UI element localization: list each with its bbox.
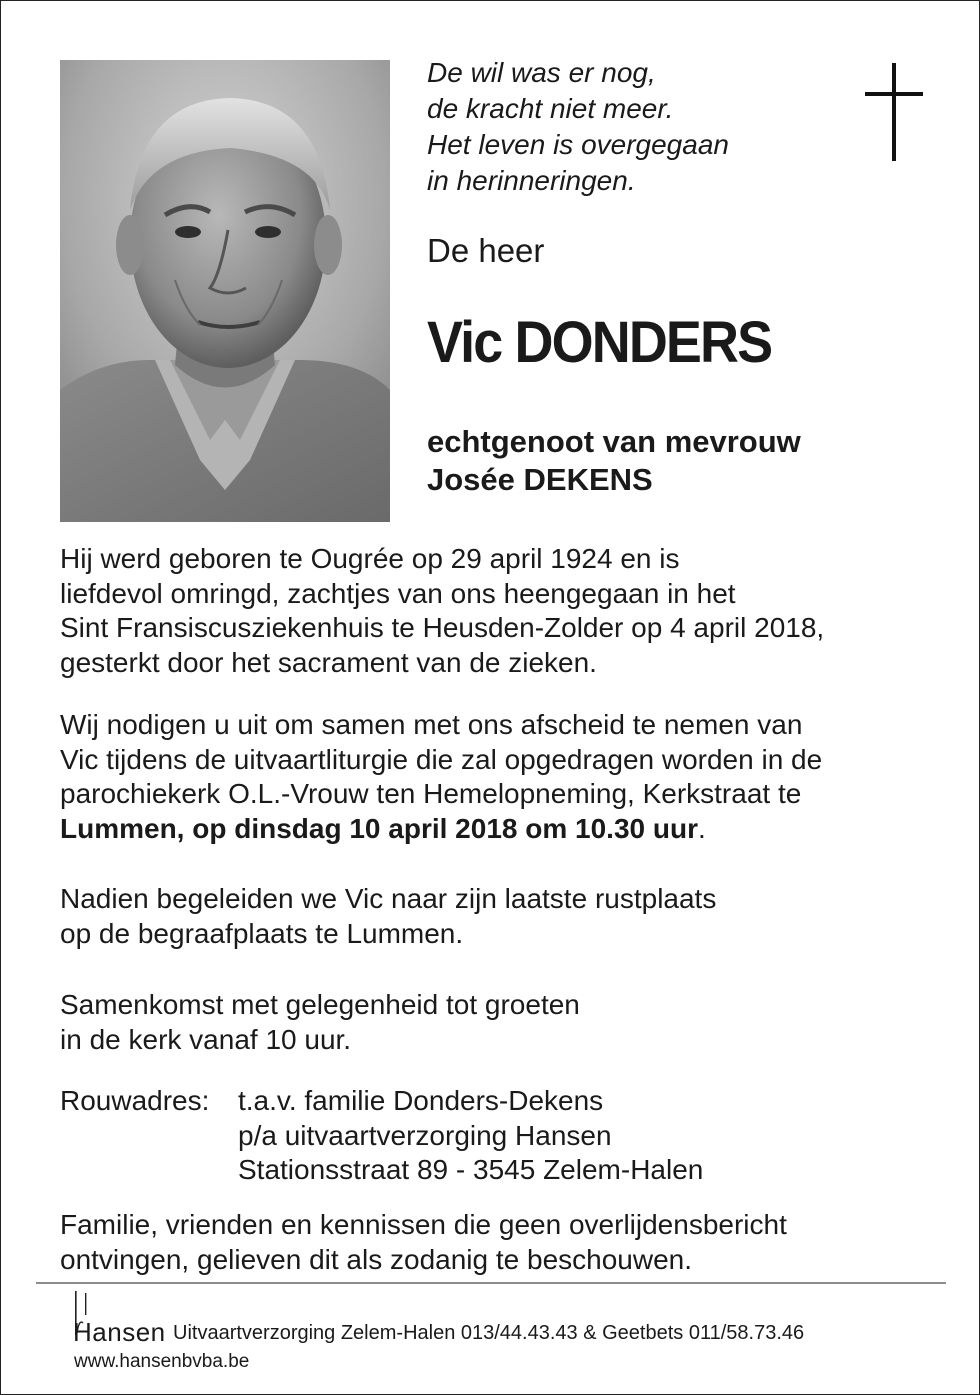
text-line: Vic tijdens de uitvaartliturgie die zal opgedragen worden in de [60, 743, 823, 775]
funeral-home-info: Uitvaartverzorging Zelem-Halen 013/44.43.43 & Geetbets 011/58.73.46 [173, 1322, 805, 1344]
text-line: Samenkomst met gelegenheid tot groeten [60, 989, 580, 1020]
deceased-name: Vic DONDERS [427, 310, 772, 375]
address-row [60, 1084, 703, 1119]
poem-line: De wil was er nog, [427, 57, 656, 88]
period: . [697, 812, 706, 844]
text-line: Familie, vrienden en kennissen die geen overlijdensbericht [60, 1209, 787, 1240]
text-line [60, 812, 822, 847]
text-line: Wij nodigen u uit om samen met ons afscheid te nemen van [60, 709, 803, 740]
spouse-line: echtgenoot van mevrouw [427, 424, 801, 459]
address-line: p/a uitvaartverzorging Hansen [238, 1119, 612, 1151]
text-line: parochiekerk O.L.-Vrouw ten Hemelopneming, Kerkstraat te [60, 778, 802, 809]
poem-line: de kracht niet meer. [427, 93, 674, 124]
funeral-home-website: www.hansenbvba.be [74, 1351, 250, 1372]
funeral-invitation-paragraph [60, 708, 822, 846]
spouse-name: Josée DEKENS [427, 462, 653, 497]
text-line: ontvingen, gelieven dit als zodanig te beschouwen. [60, 1243, 692, 1275]
portrait-photo [60, 60, 390, 522]
poem-line: in herinneringen. [427, 165, 636, 196]
text-line: Nadien begeleiden we Vic naar zijn laatste rustplaats [60, 883, 717, 914]
poem-line: Het leven is overgegaan [427, 129, 729, 160]
birth-death-paragraph [60, 542, 824, 680]
text-line: Hij werd geboren te Ougrée op 29 april 1924 en is [60, 543, 680, 574]
address-label: Rouwadres: [60, 1085, 210, 1116]
text-line: Sint Fransiscusziekenhuis te Heusden-Zolder op 4 april 2018, [60, 612, 825, 643]
honorific: De heer [427, 232, 545, 269]
closing-paragraph [60, 1208, 787, 1277]
text-line: op de begraafplaats te Lummen. [60, 917, 464, 949]
text-line: liefdevol omringd, zachtjes van ons heengegaan in het [60, 577, 736, 609]
footer-divider [36, 1282, 946, 1284]
logo-wordmark: Hansen [73, 1317, 166, 1347]
mourning-address [60, 1084, 703, 1188]
text-line: in de kerk vanaf 10 uur. [60, 1023, 352, 1055]
text-line: gesterkt door het sacrament van de zieken. [60, 646, 597, 678]
gathering-paragraph [60, 988, 580, 1057]
latin-cross-icon [865, 63, 923, 161]
spouse-info [427, 423, 801, 499]
burial-paragraph [60, 882, 716, 951]
funeral-date-time: Lummen, op dinsdag 10 april 2018 om 10.30 uur [60, 812, 698, 844]
address-line: t.a.v. familie Donders-Dekens [238, 1085, 604, 1116]
poem [427, 55, 729, 199]
address-line: Stationsstraat 89 - 3545 Zelem-Halen [238, 1154, 704, 1185]
